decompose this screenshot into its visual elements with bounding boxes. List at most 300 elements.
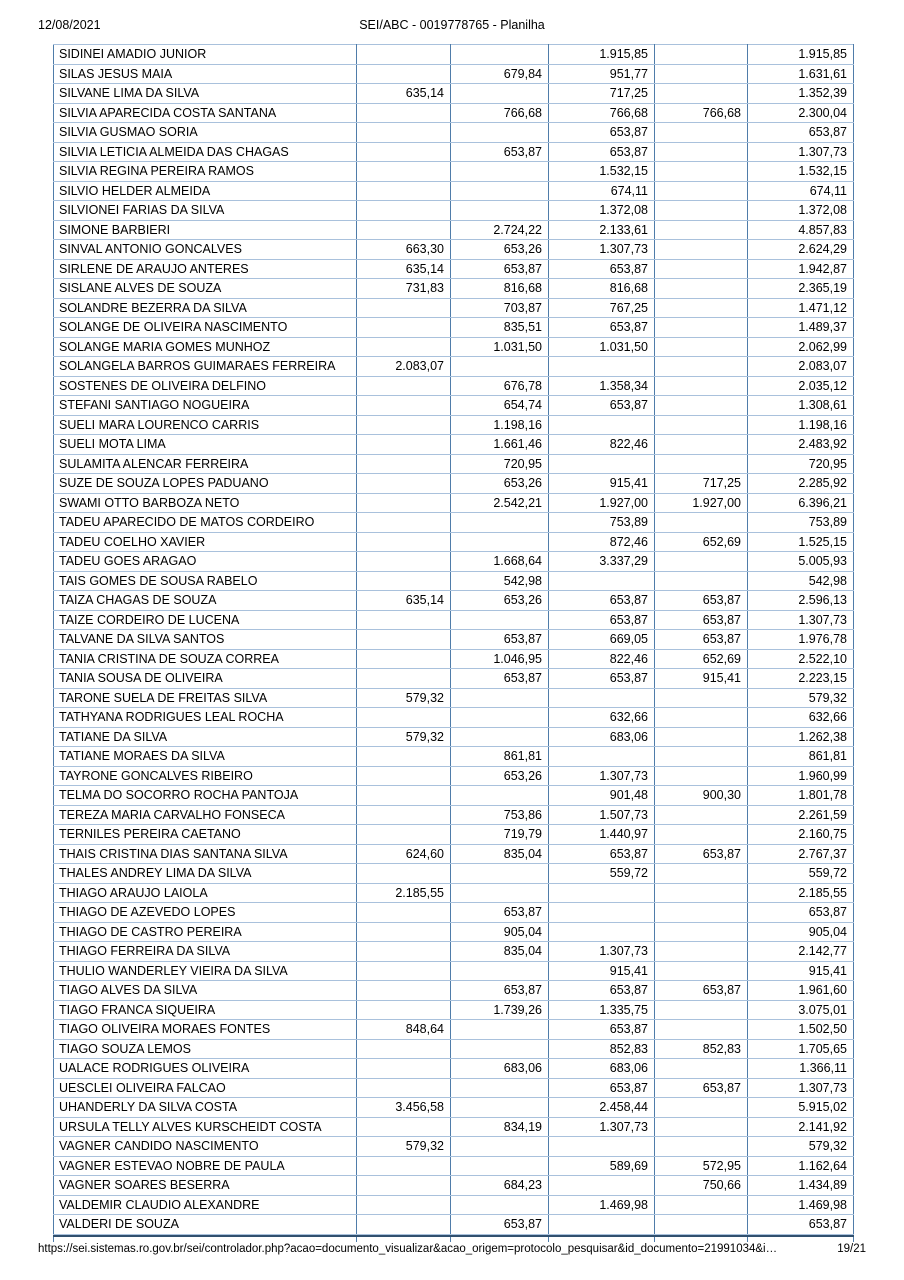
cell-name: TIAGO ALVES DA SILVA bbox=[54, 981, 357, 1001]
cell-name: VALDEMIR CLAUDIO ALEXANDRE bbox=[54, 1195, 357, 1215]
cell-total: 2.522,10 bbox=[748, 649, 854, 669]
cell-value-1 bbox=[357, 181, 451, 201]
cell-value-3: 653,87 bbox=[549, 669, 655, 689]
cell-value-2 bbox=[451, 532, 549, 552]
cell-total: 1.471,12 bbox=[748, 298, 854, 318]
cell-value-2 bbox=[451, 1156, 549, 1176]
cell-value-3: 717,25 bbox=[549, 84, 655, 104]
cell-total: 579,32 bbox=[748, 1137, 854, 1157]
cell-total: 1.960,99 bbox=[748, 766, 854, 786]
cell-value-3: 1.358,34 bbox=[549, 376, 655, 396]
cell-value-2: 1.198,16 bbox=[451, 415, 549, 435]
cell-value-2 bbox=[451, 708, 549, 728]
cell-value-4: 750,66 bbox=[655, 1176, 748, 1196]
cell-value-3: 653,87 bbox=[549, 981, 655, 1001]
table-row bbox=[54, 1137, 854, 1157]
cell-total: 1.532,15 bbox=[748, 162, 854, 182]
table-row bbox=[54, 1156, 854, 1176]
table-row bbox=[54, 376, 854, 396]
cell-value-3: 1.307,73 bbox=[549, 240, 655, 260]
cell-name: SINVAL ANTONIO GONCALVES bbox=[54, 240, 357, 260]
cell-value-4 bbox=[655, 259, 748, 279]
partial-cell bbox=[549, 1236, 655, 1242]
cell-value-4 bbox=[655, 727, 748, 747]
cell-value-4 bbox=[655, 318, 748, 338]
cell-value-1 bbox=[357, 864, 451, 884]
cell-value-1 bbox=[357, 220, 451, 240]
cell-value-1 bbox=[357, 610, 451, 630]
cell-value-4 bbox=[655, 181, 748, 201]
cell-value-3: 1.372,08 bbox=[549, 201, 655, 221]
print-footer bbox=[38, 1242, 866, 1256]
cell-value-3: 559,72 bbox=[549, 864, 655, 884]
cell-total: 2.160,75 bbox=[748, 825, 854, 845]
cell-value-4 bbox=[655, 1117, 748, 1137]
cell-value-2 bbox=[451, 864, 549, 884]
table-row bbox=[54, 610, 854, 630]
cell-value-1: 579,32 bbox=[357, 688, 451, 708]
cell-value-2 bbox=[451, 688, 549, 708]
cell-value-4 bbox=[655, 805, 748, 825]
partial-cell bbox=[451, 1236, 549, 1242]
partial-cell bbox=[54, 1236, 357, 1242]
cell-total: 632,66 bbox=[748, 708, 854, 728]
cell-value-3: 822,46 bbox=[549, 435, 655, 455]
cell-total: 2.035,12 bbox=[748, 376, 854, 396]
cell-name: SUZE DE SOUZA LOPES PADUANO bbox=[54, 474, 357, 494]
cell-name: SILVIA GUSMAO SORIA bbox=[54, 123, 357, 143]
cell-name: TADEU COELHO XAVIER bbox=[54, 532, 357, 552]
cell-total: 1.961,60 bbox=[748, 981, 854, 1001]
cell-value-4: 900,30 bbox=[655, 786, 748, 806]
cell-value-3 bbox=[549, 922, 655, 942]
cell-value-4 bbox=[655, 279, 748, 299]
cell-total: 1.502,50 bbox=[748, 1020, 854, 1040]
cell-value-4 bbox=[655, 396, 748, 416]
cell-value-4 bbox=[655, 123, 748, 143]
cell-total: 2.624,29 bbox=[748, 240, 854, 260]
cell-value-4: 852,83 bbox=[655, 1039, 748, 1059]
cell-value-3 bbox=[549, 415, 655, 435]
cell-value-1 bbox=[357, 805, 451, 825]
cell-value-4 bbox=[655, 747, 748, 767]
cell-value-1 bbox=[357, 162, 451, 182]
cell-value-2: 683,06 bbox=[451, 1059, 549, 1079]
cell-value-4 bbox=[655, 376, 748, 396]
cell-value-2 bbox=[451, 1078, 549, 1098]
cell-total: 2.365,19 bbox=[748, 279, 854, 299]
cell-value-2 bbox=[451, 883, 549, 903]
cell-total: 1.801,78 bbox=[748, 786, 854, 806]
cell-value-1: 579,32 bbox=[357, 727, 451, 747]
cell-name: TIAGO FRANCA SIQUEIRA bbox=[54, 1000, 357, 1020]
cell-value-1: 848,64 bbox=[357, 1020, 451, 1040]
cell-value-4 bbox=[655, 864, 748, 884]
cell-value-1 bbox=[357, 649, 451, 669]
cell-value-2 bbox=[451, 123, 549, 143]
cell-value-4: 717,25 bbox=[655, 474, 748, 494]
cell-value-3: 1.307,73 bbox=[549, 766, 655, 786]
partial-cell bbox=[655, 1236, 748, 1242]
cell-total: 2.062,99 bbox=[748, 337, 854, 357]
cell-value-3 bbox=[549, 903, 655, 923]
cell-value-1: 635,14 bbox=[357, 591, 451, 611]
cell-value-1 bbox=[357, 903, 451, 923]
cell-value-4 bbox=[655, 883, 748, 903]
cell-value-3 bbox=[549, 688, 655, 708]
cell-value-1 bbox=[357, 513, 451, 533]
cell-value-3: 901,48 bbox=[549, 786, 655, 806]
cell-value-2: 654,74 bbox=[451, 396, 549, 416]
cell-value-1 bbox=[357, 454, 451, 474]
cell-total: 2.141,92 bbox=[748, 1117, 854, 1137]
cell-value-4 bbox=[655, 64, 748, 84]
print-date: 12/08/2021 bbox=[38, 18, 101, 32]
cell-value-1 bbox=[357, 922, 451, 942]
cell-name: VALDERI DE SOUZA bbox=[54, 1215, 357, 1235]
table-row bbox=[54, 766, 854, 786]
cell-value-4 bbox=[655, 1215, 748, 1235]
cell-name: TEREZA MARIA CARVALHO FONSECA bbox=[54, 805, 357, 825]
cell-name: THIAGO FERREIRA DA SILVA bbox=[54, 942, 357, 962]
cell-total: 1.942,87 bbox=[748, 259, 854, 279]
cell-value-1: 3.456,58 bbox=[357, 1098, 451, 1118]
cell-total: 1.631,61 bbox=[748, 64, 854, 84]
table-row bbox=[54, 142, 854, 162]
cell-value-4: 653,87 bbox=[655, 1078, 748, 1098]
table-row bbox=[54, 64, 854, 84]
cell-value-4 bbox=[655, 298, 748, 318]
cell-total: 1.198,16 bbox=[748, 415, 854, 435]
cell-total: 1.372,08 bbox=[748, 201, 854, 221]
cell-total: 2.767,37 bbox=[748, 844, 854, 864]
cell-total: 2.300,04 bbox=[748, 103, 854, 123]
cell-name: VAGNER CANDIDO NASCIMENTO bbox=[54, 1137, 357, 1157]
cell-value-4 bbox=[655, 84, 748, 104]
cell-value-2: 861,81 bbox=[451, 747, 549, 767]
cell-value-3: 1.335,75 bbox=[549, 1000, 655, 1020]
cell-name: URSULA TELLY ALVES KURSCHEIDT COSTA bbox=[54, 1117, 357, 1137]
cell-value-4: 652,69 bbox=[655, 649, 748, 669]
table-row bbox=[54, 415, 854, 435]
table-row bbox=[54, 669, 854, 689]
cell-value-3: 915,41 bbox=[549, 474, 655, 494]
cell-name: TAYRONE GONCALVES RIBEIRO bbox=[54, 766, 357, 786]
cell-value-2: 703,87 bbox=[451, 298, 549, 318]
cell-total: 653,87 bbox=[748, 903, 854, 923]
cell-name: UHANDERLY DA SILVA COSTA bbox=[54, 1098, 357, 1118]
cell-name: SOLANGE DE OLIVEIRA NASCIMENTO bbox=[54, 318, 357, 338]
cell-value-4 bbox=[655, 337, 748, 357]
cell-value-3: 2.133,61 bbox=[549, 220, 655, 240]
cell-value-1 bbox=[357, 747, 451, 767]
cell-value-1 bbox=[357, 493, 451, 513]
cell-value-1: 2.185,55 bbox=[357, 883, 451, 903]
table-row bbox=[54, 571, 854, 591]
table-row bbox=[54, 240, 854, 260]
cell-value-3: 1.507,73 bbox=[549, 805, 655, 825]
cell-value-2: 753,86 bbox=[451, 805, 549, 825]
cell-value-4 bbox=[655, 903, 748, 923]
cell-value-2 bbox=[451, 1039, 549, 1059]
cell-value-3: 1.307,73 bbox=[549, 942, 655, 962]
cell-value-4 bbox=[655, 1195, 748, 1215]
cell-value-3: 653,87 bbox=[549, 1020, 655, 1040]
cell-value-2 bbox=[451, 181, 549, 201]
cell-value-3: 3.337,29 bbox=[549, 552, 655, 572]
cell-value-1 bbox=[357, 318, 451, 338]
cell-name: SUELI MARA LOURENCO CARRIS bbox=[54, 415, 357, 435]
table-row bbox=[54, 493, 854, 513]
cell-name: SILVIA REGINA PEREIRA RAMOS bbox=[54, 162, 357, 182]
cell-value-4 bbox=[655, 201, 748, 221]
cell-value-4 bbox=[655, 513, 748, 533]
cell-name: TIAGO OLIVEIRA MORAES FONTES bbox=[54, 1020, 357, 1040]
cell-value-1 bbox=[357, 435, 451, 455]
cell-total: 1.162,64 bbox=[748, 1156, 854, 1176]
table-row bbox=[54, 279, 854, 299]
table-row bbox=[54, 591, 854, 611]
cell-value-2: 653,87 bbox=[451, 630, 549, 650]
cell-value-4 bbox=[655, 1098, 748, 1118]
cell-value-1: 731,83 bbox=[357, 279, 451, 299]
cell-value-3: 674,11 bbox=[549, 181, 655, 201]
cell-total: 5.005,93 bbox=[748, 552, 854, 572]
cell-name: SULAMITA ALENCAR FERREIRA bbox=[54, 454, 357, 474]
table-row bbox=[54, 1039, 854, 1059]
cell-value-1 bbox=[357, 64, 451, 84]
cell-value-1 bbox=[357, 45, 451, 65]
cell-total: 4.857,83 bbox=[748, 220, 854, 240]
cell-total: 1.262,38 bbox=[748, 727, 854, 747]
cell-value-2: 835,04 bbox=[451, 942, 549, 962]
cell-total: 2.083,07 bbox=[748, 357, 854, 377]
cell-value-3: 1.031,50 bbox=[549, 337, 655, 357]
cell-total: 1.705,65 bbox=[748, 1039, 854, 1059]
cell-total: 915,41 bbox=[748, 961, 854, 981]
cell-name: TATIANE MORAES DA SILVA bbox=[54, 747, 357, 767]
cell-name: VAGNER ESTEVAO NOBRE DE PAULA bbox=[54, 1156, 357, 1176]
cell-value-2: 1.668,64 bbox=[451, 552, 549, 572]
cell-total: 653,87 bbox=[748, 1215, 854, 1235]
cell-value-3 bbox=[549, 357, 655, 377]
cell-value-1: 635,14 bbox=[357, 84, 451, 104]
table-row bbox=[54, 298, 854, 318]
table-row bbox=[54, 825, 854, 845]
cell-total: 542,98 bbox=[748, 571, 854, 591]
cell-value-2: 2.542,21 bbox=[451, 493, 549, 513]
cell-value-1 bbox=[357, 1215, 451, 1235]
cell-total: 1.915,85 bbox=[748, 45, 854, 65]
cell-value-1 bbox=[357, 396, 451, 416]
cell-value-4 bbox=[655, 415, 748, 435]
cell-total: 720,95 bbox=[748, 454, 854, 474]
cell-value-2 bbox=[451, 610, 549, 630]
cell-value-3 bbox=[549, 1137, 655, 1157]
cell-value-2 bbox=[451, 1020, 549, 1040]
table-row bbox=[54, 961, 854, 981]
partial-cell bbox=[357, 1236, 451, 1242]
table-row bbox=[54, 1078, 854, 1098]
table-row bbox=[54, 259, 854, 279]
cell-name: TIAGO SOUZA LEMOS bbox=[54, 1039, 357, 1059]
cell-value-3 bbox=[549, 1215, 655, 1235]
table-row bbox=[54, 981, 854, 1001]
cell-total: 2.142,77 bbox=[748, 942, 854, 962]
table-row bbox=[54, 630, 854, 650]
cell-name: TATIANE DA SILVA bbox=[54, 727, 357, 747]
cell-value-1 bbox=[357, 1156, 451, 1176]
table-row bbox=[54, 805, 854, 825]
cell-value-1 bbox=[357, 1176, 451, 1196]
cell-value-4 bbox=[655, 1020, 748, 1040]
cell-value-3: 653,87 bbox=[549, 1078, 655, 1098]
cell-value-1 bbox=[357, 337, 451, 357]
cell-value-1 bbox=[357, 571, 451, 591]
cell-value-3: 653,87 bbox=[549, 396, 655, 416]
cell-total: 2.223,15 bbox=[748, 669, 854, 689]
cell-value-4 bbox=[655, 142, 748, 162]
cell-total: 1.307,73 bbox=[748, 142, 854, 162]
table-row bbox=[54, 864, 854, 884]
table-row bbox=[54, 883, 854, 903]
cell-name: TERNILES PEREIRA CAETANO bbox=[54, 825, 357, 845]
table-row bbox=[54, 513, 854, 533]
cell-value-4 bbox=[655, 708, 748, 728]
cell-value-1 bbox=[357, 142, 451, 162]
cell-value-2: 766,68 bbox=[451, 103, 549, 123]
cell-name: TADEU GOES ARAGAO bbox=[54, 552, 357, 572]
cell-name: TELMA DO SOCORRO ROCHA PANTOJA bbox=[54, 786, 357, 806]
cell-name: VAGNER SOARES BESERRA bbox=[54, 1176, 357, 1196]
spreadsheet bbox=[53, 44, 853, 1242]
cell-total: 1.525,15 bbox=[748, 532, 854, 552]
cell-value-2: 834,19 bbox=[451, 1117, 549, 1137]
cell-name: UESCLEI OLIVEIRA FALCAO bbox=[54, 1078, 357, 1098]
cell-value-1 bbox=[357, 1078, 451, 1098]
cell-total: 653,87 bbox=[748, 123, 854, 143]
cell-name: THALES ANDREY LIMA DA SILVA bbox=[54, 864, 357, 884]
cell-value-4: 915,41 bbox=[655, 669, 748, 689]
table-row bbox=[54, 1195, 854, 1215]
cell-value-1 bbox=[357, 1000, 451, 1020]
cell-value-1 bbox=[357, 1117, 451, 1137]
table-row bbox=[54, 454, 854, 474]
table-row bbox=[54, 45, 854, 65]
cell-value-4: 653,87 bbox=[655, 610, 748, 630]
cell-value-2: 684,23 bbox=[451, 1176, 549, 1196]
cell-value-2: 679,84 bbox=[451, 64, 549, 84]
cell-value-4 bbox=[655, 922, 748, 942]
cell-value-2: 653,26 bbox=[451, 240, 549, 260]
page-break-partial-row bbox=[53, 1235, 854, 1242]
cell-total: 2.596,13 bbox=[748, 591, 854, 611]
cell-value-2: 1.661,46 bbox=[451, 435, 549, 455]
table-row bbox=[54, 220, 854, 240]
cell-name: THIAGO ARAUJO LAIOLA bbox=[54, 883, 357, 903]
table-row bbox=[54, 708, 854, 728]
cell-name: SISLANE ALVES DE SOUZA bbox=[54, 279, 357, 299]
cell-name: TALVANE DA SILVA SANTOS bbox=[54, 630, 357, 650]
cell-value-4 bbox=[655, 571, 748, 591]
cell-value-3: 653,87 bbox=[549, 142, 655, 162]
cell-total: 2.185,55 bbox=[748, 883, 854, 903]
cell-value-3 bbox=[549, 571, 655, 591]
cell-value-3: 1.469,98 bbox=[549, 1195, 655, 1215]
cell-value-4 bbox=[655, 454, 748, 474]
cell-name: THIAGO DE AZEVEDO LOPES bbox=[54, 903, 357, 923]
cell-value-4: 652,69 bbox=[655, 532, 748, 552]
cell-value-2 bbox=[451, 786, 549, 806]
cell-value-4: 572,95 bbox=[655, 1156, 748, 1176]
cell-value-3 bbox=[549, 1176, 655, 1196]
cell-name: SIRLENE DE ARAUJO ANTERES bbox=[54, 259, 357, 279]
cell-name: SILAS JESUS MAIA bbox=[54, 64, 357, 84]
table-row bbox=[54, 357, 854, 377]
cell-name: SOSTENES DE OLIVEIRA DELFINO bbox=[54, 376, 357, 396]
cell-value-2: 2.724,22 bbox=[451, 220, 549, 240]
table-row bbox=[54, 181, 854, 201]
cell-name: THAIS CRISTINA DIAS SANTANA SILVA bbox=[54, 844, 357, 864]
table-row bbox=[54, 1000, 854, 1020]
cell-value-4 bbox=[655, 45, 748, 65]
cell-name: SILVIA LETICIA ALMEIDA DAS CHAGAS bbox=[54, 142, 357, 162]
cell-value-3: 653,87 bbox=[549, 844, 655, 864]
cell-value-4 bbox=[655, 825, 748, 845]
cell-total: 2.261,59 bbox=[748, 805, 854, 825]
table-row bbox=[54, 552, 854, 572]
cell-value-4: 653,87 bbox=[655, 844, 748, 864]
cell-value-2 bbox=[451, 1098, 549, 1118]
cell-value-1 bbox=[357, 1039, 451, 1059]
cell-value-2: 1.031,50 bbox=[451, 337, 549, 357]
cell-value-3: 653,87 bbox=[549, 591, 655, 611]
table-row bbox=[54, 103, 854, 123]
cell-total: 579,32 bbox=[748, 688, 854, 708]
cell-total: 3.075,01 bbox=[748, 1000, 854, 1020]
cell-value-1: 579,32 bbox=[357, 1137, 451, 1157]
cell-value-1 bbox=[357, 961, 451, 981]
cell-value-1 bbox=[357, 942, 451, 962]
cell-name: SIMONE BARBIERI bbox=[54, 220, 357, 240]
cell-value-4 bbox=[655, 1059, 748, 1079]
cell-value-3: 653,87 bbox=[549, 259, 655, 279]
cell-value-3: 589,69 bbox=[549, 1156, 655, 1176]
cell-value-2: 835,51 bbox=[451, 318, 549, 338]
cell-value-1 bbox=[357, 1195, 451, 1215]
cell-total: 1.434,89 bbox=[748, 1176, 854, 1196]
cell-value-4 bbox=[655, 942, 748, 962]
table-row bbox=[54, 1020, 854, 1040]
cell-value-1: 663,30 bbox=[357, 240, 451, 260]
cell-value-2 bbox=[451, 45, 549, 65]
source-url: https://sei.sistemas.ro.gov.br/sei/controlador.php?acao=documento_visualizar&acao_origem=protocolo_pesquisar&id_documento=21991034&i… bbox=[38, 1243, 778, 1255]
cell-value-3: 951,77 bbox=[549, 64, 655, 84]
table-row bbox=[54, 1098, 854, 1118]
cell-value-2 bbox=[451, 162, 549, 182]
cell-value-2: 719,79 bbox=[451, 825, 549, 845]
cell-value-2 bbox=[451, 961, 549, 981]
cell-value-3: 653,87 bbox=[549, 610, 655, 630]
cell-value-4 bbox=[655, 552, 748, 572]
cell-name: SOLANGELA BARROS GUIMARAES FERREIRA bbox=[54, 357, 357, 377]
cell-value-4 bbox=[655, 162, 748, 182]
cell-value-1 bbox=[357, 825, 451, 845]
cell-name: SIDINEI AMADIO JUNIOR bbox=[54, 45, 357, 65]
cell-name: TANIA CRISTINA DE SOUZA CORREA bbox=[54, 649, 357, 669]
table-row bbox=[54, 318, 854, 338]
table-row bbox=[54, 1059, 854, 1079]
